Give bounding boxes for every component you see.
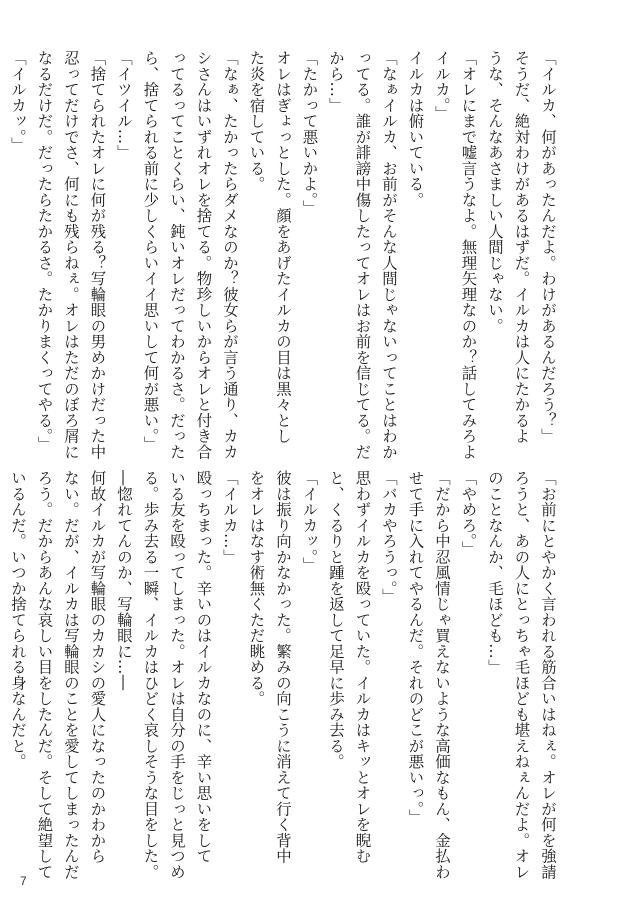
upper-line-19: 忍ってだけでさ、何にも残らねぇ。オレはただのぼろ屑に — [62, 50, 80, 460]
lower-line-14: 殴っちまった。辛いのはイルカなのに、辛い思いをして — [194, 470, 213, 864]
upper-line-14: シさんはいずれオレを捨てる。物珍しいからオレと付き合 — [194, 50, 213, 460]
upper-line-4: 「オレにまで嘘言うなよ。無理矢理なのか？話してみろよ — [459, 50, 478, 460]
lower-line-10: 「イルカッ。」 — [300, 470, 319, 573]
lower-line-6: せて手に入れてやるんだ。それのどこが悪いっ。」 — [406, 470, 425, 825]
lower-line-21: いるんだ。いつか捨てられる身なんだと。 — [9, 470, 27, 770]
upper-line-11: オレはぎょっとした。顔をあげたイルカの目は黒々とし — [274, 50, 292, 444]
lower-line-19: ない。だが、イルカは写輪眼のことを愛してしまったんだ — [62, 470, 80, 880]
upper-line-7: 「なぁイルカ、お前がそんな人間じゃないってことはわか — [380, 50, 398, 460]
lower-line-15: いる友を殴ってしまった。オレは自分の手をじっと見つめ — [168, 470, 186, 880]
page-number: 7 — [20, 874, 27, 888]
lower-line-4: 「やめろ。」 — [459, 470, 478, 557]
lower-text-column — [5, 470, 562, 880]
lower-line-11: 彼は振り向かなかった。繁みの向こうに消えて行く背中 — [274, 470, 292, 864]
upper-line-20: なるだけだ。だったらたかるさ。たかりまくってやる。」 — [35, 50, 54, 452]
lower-line-18: 何故イルカが写輪眼のカカシの愛人になったのかわから — [88, 470, 107, 864]
upper-line-21: 「イルカッ。」 — [9, 50, 27, 153]
lower-line-7: 「バカやろうっ。」 — [380, 470, 398, 605]
lower-line-9: と、くるりと踵を返して足早に歩み去る。 — [327, 470, 345, 770]
upper-line-12: た炎を宿している。 — [247, 50, 266, 192]
upper-line-17: 「イツイル…」 — [115, 50, 133, 161]
lower-line-2: ろうと、あの人にとっちゃ毛ほども堪えねぇんだよ。オレ — [512, 470, 531, 880]
upper-line-15: ってるってことくらい、鈍いオレだってわかるさ。だった — [168, 50, 186, 460]
lower-line-12: をオレはなす術無くただ眺める。 — [247, 470, 266, 707]
lower-line-3: のことなんか、毛ほども…」 — [486, 470, 504, 675]
upper-line-16: ら、捨てられる前に少しくらいイイ思いして何が悪い。」 — [141, 50, 160, 452]
upper-line-8: ってる。誰が誹謗中傷したってオレはお前を信じてる。だ — [353, 50, 372, 460]
upper-line-13: 「なぁ、たかったらダメなのか？彼女らが言う通り、カカ — [221, 50, 239, 460]
upper-line-2: そうだ、絶対わけがあるはずだ。イルカは人にたかるよ — [512, 50, 531, 444]
lower-line-20: ろう。だからあんな哀しい目をしたんだ。そして絶望して — [35, 470, 54, 880]
lower-line-1: 「お前にとやかく言われる筋合いはねぇ。オレが何を強請 — [539, 470, 557, 880]
lower-line-16: る。歩み去る一瞬、イルカはひどく哀しそうな目をした。 — [141, 470, 160, 880]
lower-line-17: ―惚れてんのか、写輪眼に…― — [115, 470, 133, 691]
upper-line-9: から…」 — [327, 50, 345, 113]
upper-line-1: 「イルカ、何があったんだよ。わけがあるんだろう？」 — [539, 50, 557, 444]
lower-line-5: 「だから中忍風情じゃ買えないような高価なもん、金払わ — [433, 470, 451, 880]
lower-line-13: 「イルカ…」 — [221, 470, 239, 565]
upper-line-18: 「捨てられたオレに何が残る？写輪眼の男めかけだった中 — [88, 50, 107, 460]
upper-line-3: うな、そんなあさましい人間じゃない。 — [486, 50, 504, 334]
lower-line-8: 思わずイルカを殴っていた。イルカはキッとオレを睨む — [353, 470, 372, 864]
upper-line-5: イルカ。」 — [433, 50, 451, 122]
upper-line-6: イルカは俯いている。 — [406, 50, 425, 208]
upper-line-10: 「たかって悪いかよ。」 — [300, 50, 319, 216]
upper-text-column — [5, 50, 562, 460]
